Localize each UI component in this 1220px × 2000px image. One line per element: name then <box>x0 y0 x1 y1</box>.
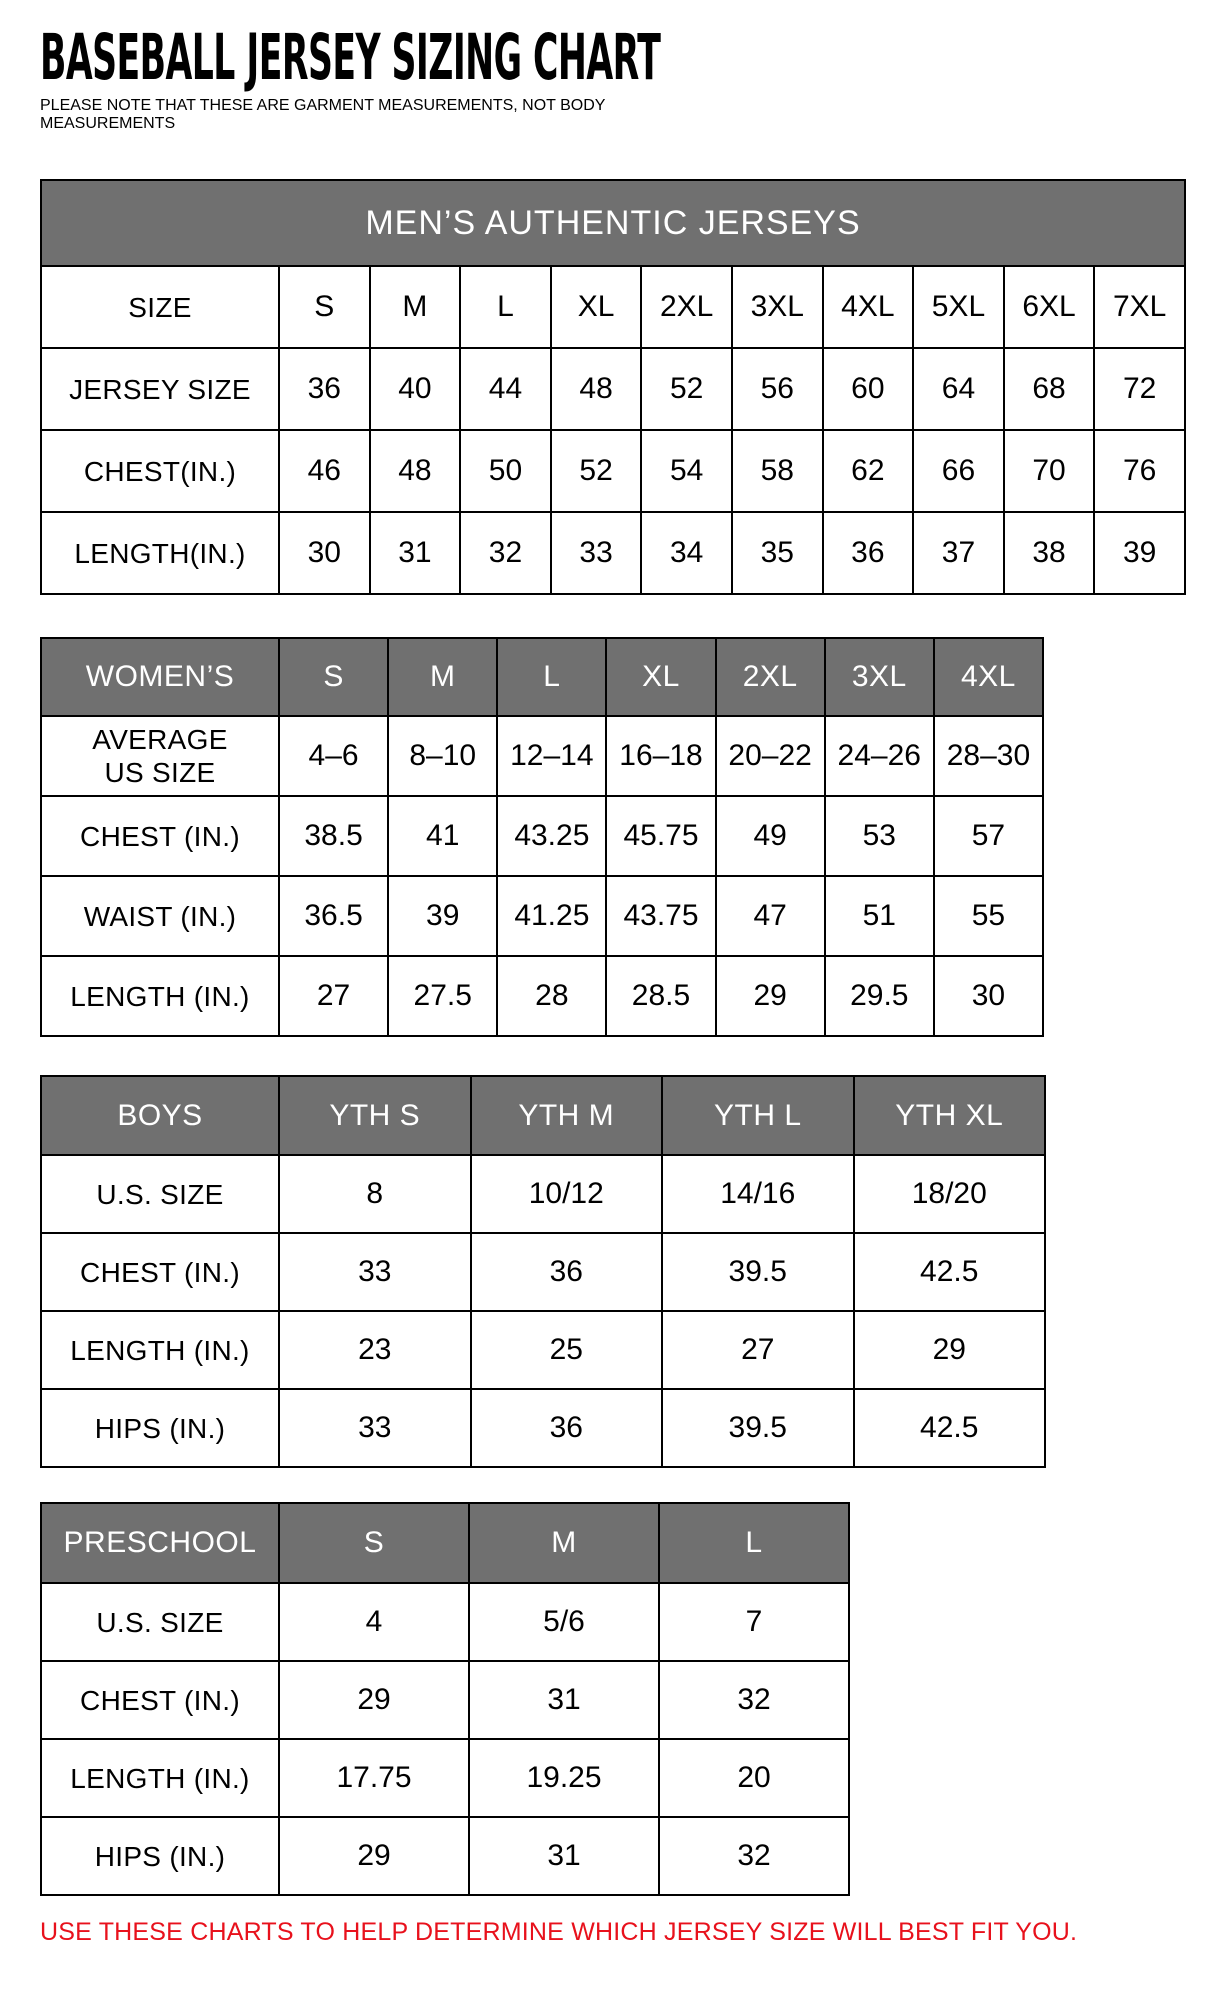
womens-value-cell: 53 <box>825 796 934 876</box>
mens-value-cell: 54 <box>641 430 732 512</box>
boys-value-cell: 29 <box>854 1311 1046 1389</box>
boys-value-cell: 33 <box>279 1233 471 1311</box>
boys-table-row <box>41 1311 1045 1389</box>
womens-value-cell: 30 <box>934 956 1043 1036</box>
mens-value-cell: 66 <box>913 430 1004 512</box>
boys-header-label: BOYS <box>41 1076 279 1155</box>
womens-row-label: WAIST (IN.) <box>41 876 279 956</box>
mens-table-row <box>41 430 1185 512</box>
preschool-value-cell: 5/6 <box>469 1583 659 1661</box>
mens-row-label: SIZE <box>41 266 279 348</box>
preschool-table-row <box>41 1583 849 1661</box>
womens-value-cell: 28–30 <box>934 716 1043 796</box>
womens-header-size-cell: L <box>497 638 606 716</box>
preschool-value-cell: 20 <box>659 1739 849 1817</box>
mens-value-cell: 50 <box>460 430 551 512</box>
mens-table-row <box>41 266 1185 348</box>
mens-value-cell: 40 <box>370 348 461 430</box>
mens-sizing-table-section <box>40 179 1190 595</box>
mens-value-cell: 68 <box>1004 348 1095 430</box>
womens-value-cell: 43.75 <box>606 876 715 956</box>
preschool-header-size-cell: S <box>279 1503 469 1583</box>
boys-value-cell: 39.5 <box>662 1389 854 1467</box>
mens-row-label: JERSEY SIZE <box>41 348 279 430</box>
boys-header-size-cell: YTH S <box>279 1076 471 1155</box>
womens-value-cell: 20–22 <box>716 716 825 796</box>
preschool-row-label: U.S. SIZE <box>41 1583 279 1661</box>
womens-header-size-cell: XL <box>606 638 715 716</box>
footer-note: USE THESE CHARTS TO HELP DETERMINE WHICH JERSEY SIZE WILL BEST FIT YOU. <box>40 1918 1078 1947</box>
mens-value-cell: S <box>279 266 370 348</box>
preschool-value-cell: 17.75 <box>279 1739 469 1817</box>
mens-value-cell: 39 <box>1094 512 1185 594</box>
boys-value-cell: 33 <box>279 1389 471 1467</box>
womens-table-row <box>41 956 1043 1036</box>
mens-value-cell: 34 <box>641 512 732 594</box>
preschool-value-cell: 32 <box>659 1661 849 1739</box>
womens-table-row <box>41 876 1043 956</box>
boys-table-row <box>41 1389 1045 1467</box>
mens-value-cell: 52 <box>551 430 642 512</box>
boys-header-size-cell: YTH XL <box>854 1076 1046 1155</box>
womens-value-cell: 38.5 <box>279 796 388 876</box>
mens-value-cell: 5XL <box>913 266 1004 348</box>
page-title: BASEBALL JERSEY SIZING CHART <box>40 21 661 94</box>
womens-value-cell: 41.25 <box>497 876 606 956</box>
boys-value-cell: 14/16 <box>662 1155 854 1233</box>
mens-value-cell: 3XL <box>732 266 823 348</box>
boys-header-size-cell: YTH M <box>471 1076 663 1155</box>
mens-value-cell: 36 <box>823 512 914 594</box>
preschool-table-row <box>41 1739 849 1817</box>
womens-row-label: LENGTH (IN.) <box>41 956 279 1036</box>
mens-value-cell: 7XL <box>1094 266 1185 348</box>
preschool-value-cell: 29 <box>279 1817 469 1895</box>
womens-header-size-cell: M <box>388 638 497 716</box>
preschool-value-cell: 19.25 <box>469 1739 659 1817</box>
mens-value-cell: 32 <box>460 512 551 594</box>
preschool-value-cell: 31 <box>469 1661 659 1739</box>
boys-table <box>40 1075 1046 1468</box>
mens-value-cell: 33 <box>551 512 642 594</box>
boys-table-row <box>41 1155 1045 1233</box>
mens-value-cell: 72 <box>1094 348 1185 430</box>
boys-sizing-table-section <box>40 1075 1190 1468</box>
boys-value-cell: 39.5 <box>662 1233 854 1311</box>
womens-value-cell: 29.5 <box>825 956 934 1036</box>
womens-header-label: WOMEN’S <box>41 638 279 716</box>
mens-value-cell: 6XL <box>1004 266 1095 348</box>
mens-value-cell: 31 <box>370 512 461 594</box>
mens-value-cell: 60 <box>823 348 914 430</box>
preschool-table <box>40 1502 850 1896</box>
boys-row-label: U.S. SIZE <box>41 1155 279 1233</box>
boys-row-label: HIPS (IN.) <box>41 1389 279 1467</box>
womens-value-cell: 45.75 <box>606 796 715 876</box>
womens-table-row <box>41 796 1043 876</box>
mens-value-cell: 36 <box>279 348 370 430</box>
mens-value-cell: 58 <box>732 430 823 512</box>
boys-value-cell: 25 <box>471 1311 663 1389</box>
womens-value-cell: 41 <box>388 796 497 876</box>
mens-value-cell: 48 <box>551 348 642 430</box>
womens-sizing-table-section <box>40 637 1190 1037</box>
womens-value-cell: 55 <box>934 876 1043 956</box>
womens-value-cell: 28 <box>497 956 606 1036</box>
womens-value-cell: 16–18 <box>606 716 715 796</box>
womens-header-size-cell: S <box>279 638 388 716</box>
note-line-2: MEASUREMENTS <box>40 115 176 133</box>
preschool-table-row <box>41 1661 849 1739</box>
mens-table-row <box>41 512 1185 594</box>
mens-value-cell: 2XL <box>641 266 732 348</box>
womens-value-cell: 29 <box>716 956 825 1036</box>
womens-table <box>40 637 1044 1037</box>
mens-value-cell: 35 <box>732 512 823 594</box>
preschool-value-cell: 29 <box>279 1661 469 1739</box>
preschool-value-cell: 32 <box>659 1817 849 1895</box>
womens-value-cell: 12–14 <box>497 716 606 796</box>
preschool-row-label: LENGTH (IN.) <box>41 1739 279 1817</box>
womens-row-label: AVERAGE US SIZE <box>41 716 279 796</box>
womens-value-cell: 8–10 <box>388 716 497 796</box>
boys-value-cell: 36 <box>471 1389 663 1467</box>
womens-value-cell: 24–26 <box>825 716 934 796</box>
boys-table-row <box>41 1233 1045 1311</box>
mens-value-cell: 70 <box>1004 430 1095 512</box>
mens-table <box>40 179 1186 595</box>
mens-value-cell: 76 <box>1094 430 1185 512</box>
boys-value-cell: 23 <box>279 1311 471 1389</box>
womens-row-label: CHEST (IN.) <box>41 796 279 876</box>
boys-row-label: LENGTH (IN.) <box>41 1311 279 1389</box>
mens-row-label: LENGTH(IN.) <box>41 512 279 594</box>
boys-value-cell: 27 <box>662 1311 854 1389</box>
preschool-header-size-cell: M <box>469 1503 659 1583</box>
womens-header-size-cell: 2XL <box>716 638 825 716</box>
preschool-table-row <box>41 1817 849 1895</box>
boys-value-cell: 42.5 <box>854 1389 1046 1467</box>
mens-value-cell: XL <box>551 266 642 348</box>
mens-value-cell: 44 <box>460 348 551 430</box>
womens-header-size-cell: 4XL <box>934 638 1043 716</box>
preschool-header-label: PRESCHOOL <box>41 1503 279 1583</box>
mens-value-cell: 52 <box>641 348 732 430</box>
womens-value-cell: 27.5 <box>388 956 497 1036</box>
boys-row-label: CHEST (IN.) <box>41 1233 279 1311</box>
boys-value-cell: 36 <box>471 1233 663 1311</box>
mens-value-cell: 48 <box>370 430 461 512</box>
mens-value-cell: 30 <box>279 512 370 594</box>
preschool-row-label: HIPS (IN.) <box>41 1817 279 1895</box>
preschool-header-size-cell: L <box>659 1503 849 1583</box>
mens-value-cell: L <box>460 266 551 348</box>
mens-value-cell: 37 <box>913 512 1004 594</box>
mens-value-cell: 62 <box>823 430 914 512</box>
womens-value-cell: 39 <box>388 876 497 956</box>
mens-value-cell: 46 <box>279 430 370 512</box>
boys-value-cell: 42.5 <box>854 1233 1046 1311</box>
womens-value-cell: 47 <box>716 876 825 956</box>
preschool-sizing-table-section <box>40 1502 1190 1896</box>
sizing-chart-page <box>0 21 1220 1947</box>
mens-value-cell: 38 <box>1004 512 1095 594</box>
womens-value-cell: 49 <box>716 796 825 876</box>
boys-header-size-cell: YTH L <box>662 1076 854 1155</box>
preschool-value-cell: 7 <box>659 1583 849 1661</box>
womens-value-cell: 57 <box>934 796 1043 876</box>
womens-value-cell: 51 <box>825 876 934 956</box>
mens-table-banner: MEN’S AUTHENTIC JERSEYS <box>41 180 1185 266</box>
womens-value-cell: 43.25 <box>497 796 606 876</box>
mens-value-cell: 64 <box>913 348 1004 430</box>
mens-value-cell: 4XL <box>823 266 914 348</box>
preschool-row-label: CHEST (IN.) <box>41 1661 279 1739</box>
mens-value-cell: M <box>370 266 461 348</box>
preschool-value-cell: 4 <box>279 1583 469 1661</box>
womens-table-row <box>41 716 1043 796</box>
womens-value-cell: 36.5 <box>279 876 388 956</box>
womens-header-size-cell: 3XL <box>825 638 934 716</box>
mens-row-label: CHEST(IN.) <box>41 430 279 512</box>
boys-value-cell: 10/12 <box>471 1155 663 1233</box>
mens-value-cell: 56 <box>732 348 823 430</box>
preschool-value-cell: 31 <box>469 1817 659 1895</box>
womens-value-cell: 28.5 <box>606 956 715 1036</box>
boys-value-cell: 18/20 <box>854 1155 1046 1233</box>
mens-table-row <box>41 348 1185 430</box>
note-line-1: PLEASE NOTE THAT THESE ARE GARMENT MEASUREMENTS, NOT BODY <box>40 97 606 115</box>
womens-value-cell: 4–6 <box>279 716 388 796</box>
womens-value-cell: 27 <box>279 956 388 1036</box>
boys-value-cell: 8 <box>279 1155 471 1233</box>
